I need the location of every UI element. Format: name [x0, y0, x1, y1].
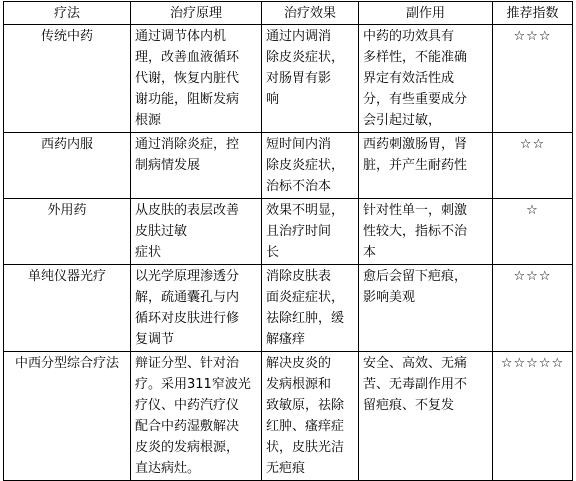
effect-text: 通过内调消 除皮炎症状， 对肠胃有影 响 [266, 29, 345, 107]
effect-text: 消除皮肤表 面炎症症状， 祛除红肿，缓 解瘙痒 [266, 269, 345, 347]
principle-text: 从皮肤的表层改善 皮肤过敏 症状 [135, 203, 240, 260]
side-effect-text: 中药的功效具有 多样性，不能准确 界定有效活性成 分，有些重要成分 会引起过敏， [363, 29, 468, 128]
effect-text: 解决皮炎的 发病根源和 致敏原，祛除 红肿、瘙痒症 状，皮肤光洁 无疤痕 [266, 356, 345, 476]
principle-text: 通过消除炎症，控 制病情发展 [135, 137, 240, 173]
principle-text: 以光学原理渗透分 解，疏通囊孔与内 循环对皮肤进行修 复调节 [135, 269, 240, 347]
principle-cell [131, 133, 262, 199]
side-effect-cell [359, 199, 493, 265]
effect-cell [262, 265, 359, 352]
side-effect-cell [359, 25, 493, 133]
side-effect-cell [359, 133, 493, 199]
rating-stars: ☆☆☆☆☆ [493, 352, 573, 481]
method-cell: 西药内服 [4, 133, 131, 199]
method-cell: 外用药 [4, 199, 131, 265]
effect-cell [262, 133, 359, 199]
rating-stars: ☆☆☆ [493, 25, 573, 133]
principle-cell [131, 352, 262, 481]
header-rating: 推荐指数 [493, 2, 573, 25]
principle-cell [131, 199, 262, 265]
side-effect-text: 安全、高效、无痛 苦、无毒副作用不 留疤痕、不复发 [363, 356, 468, 413]
side-effect-text: 愈后会留下疤痕， 影响美观 [363, 269, 468, 305]
header-effect: 治疗效果 [262, 2, 359, 25]
table-row [4, 352, 573, 481]
header-method: 疗法 [4, 2, 131, 25]
effect-cell [262, 25, 359, 133]
method-cell: 传统中药 [4, 25, 131, 133]
effect-cell [262, 352, 359, 481]
header-principle: 治疗原理 [131, 2, 262, 25]
side-effect-cell [359, 352, 493, 481]
rating-stars: ☆☆ [493, 133, 573, 199]
table-row [4, 133, 573, 199]
header-side-effect: 副作用 [359, 2, 493, 25]
principle-cell [131, 265, 262, 352]
method-cell: 单纯仪器光疗 [4, 265, 131, 352]
header-row [4, 2, 573, 25]
side-effect-text: 针对性单一，刺激 性较大，指标不治 本 [363, 203, 468, 260]
effect-text: 效果不明显， 且治疗时间 长 [266, 203, 345, 260]
table-row [4, 199, 573, 265]
treatment-comparison-table [3, 1, 573, 481]
principle-text: 辩证分型、针对治 疗。采用311窄波光 疗仪、中药汽疗仪 配合中药湿敷解决 皮炎的发病根源， 直达病灶。 [135, 356, 251, 476]
principle-cell [131, 25, 262, 133]
method-cell: 中西分型综合疗法 [4, 352, 131, 481]
table-row [4, 25, 573, 133]
table-row [4, 265, 573, 352]
rating-stars: ☆☆☆ [493, 265, 573, 352]
effect-text: 短时间内消 除皮炎症状， 治标不治本 [266, 137, 345, 194]
side-effect-text: 西药刺激肠胃，肾 脏，并产生耐药性 [363, 137, 468, 173]
rating-stars: ☆ [493, 199, 573, 265]
side-effect-cell [359, 265, 493, 352]
effect-cell [262, 199, 359, 265]
principle-text: 通过调节体内机 理，改善血液循环 代谢，恢复内脏代 谢功能，阻断发病 根源 [135, 29, 240, 128]
